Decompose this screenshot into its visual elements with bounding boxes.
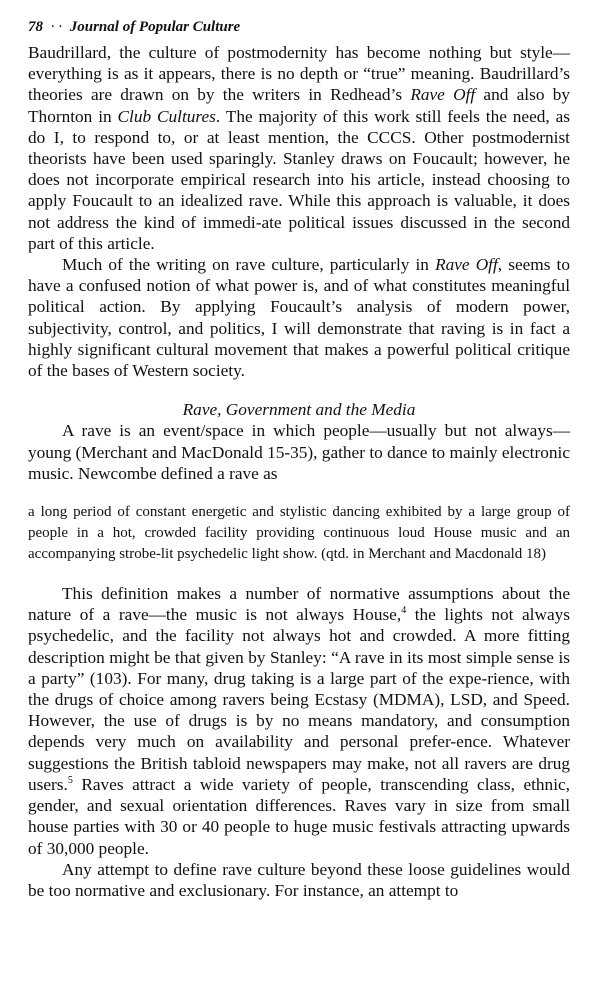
section-heading: Rave, Government and the Media [182, 400, 416, 420]
paragraph-4-part-3: Raves attract a wide variety of people, transcending class, ethnic, gender, and sexual orientation differences. Raves vary in size from small house parties with 30 or 40 people to huge music festivals attracting upwards of 30,000 people. [28, 774, 570, 858]
paragraph-2: Much of the writing on rave culture, particularly in Rave Off, seems to have a confused notion of what power is, and of what constitutes meaningful political action. By applying Foucault’s analysis of modern power, subjectivity, control, and politics, I will demonstrate that raving is in fact a highly significant cultural movement that makes a powerful political critique of the bases of Western society. [28, 255, 570, 381]
footnote-marker: 4 [401, 605, 407, 617]
paragraph-4-part-2: the lights not always psychedelic, and the facility not always hot and crowded. A more fitting description might be that given by Stanley: “A rave in its most simple sense is a party” (103). For many, drug taking is a large part of the expe-rience, with the drugs of choice among ravers being Ecstasy (MDMA), LSD, and Speed. However, the use of drugs is by no means mandatory, and consumption depends very much on availability and personal prefer-ence. Whatever suggestions the British tabloid newspapers may make, not all ravers are drug users. [28, 605, 571, 794]
paragraph-4-part-1: This definition makes a number of normative assumptions about the nature of a rave—the music is not always House, [28, 584, 570, 625]
paragraph-1: Baudrillard, the culture of postmodernity has become nothing but style—everything is as it appears, there is no depth or “true” meaning. Baudrillard’s theories are drawn on by the writers in Redhead’s Rave Off and also by Thornton in Club Cultures. The majority of this work still feels the need, as do I, to respond to, or at least mention, the CCCS. Other postmodernist theorists have been used sparingly. Stanley draws on Foucault; however, he does not incorporate empirical research into his article, instead choosing to apply Foucault to an idealized rave. While this approach is valuable, it does not address the kind of immedi-ate political issues discussed in the second part of this article. [28, 43, 570, 253]
journal-title: Journal of Popular Culture [69, 19, 241, 35]
separator-dots: · · [47, 19, 66, 35]
paragraph-3: A rave is an event/space in which people—usually but not always—young (Merchant and MacDonald 15-35), gather to dance to mainly electronic music. Newcombe defined a rave as [28, 421, 570, 483]
running-head [28, 18, 570, 36]
paragraph-5: Any attempt to define rave culture beyond these loose guidelines would be too normative and exclusionary. For instance, an attempt to [28, 859, 570, 900]
block-quote: a long period of constant energetic and stylistic dancing exhibited by a large group of people in a hot, crowded facility providing continuous loud House music and an accompanying strobe-lit psychedelic light show. (qtd. in Merchant and Macdonald 18) [28, 504, 570, 563]
page-number: 78 [28, 19, 43, 35]
footnote-marker: 5 [67, 775, 73, 787]
paragraph-4 [28, 583, 570, 859]
